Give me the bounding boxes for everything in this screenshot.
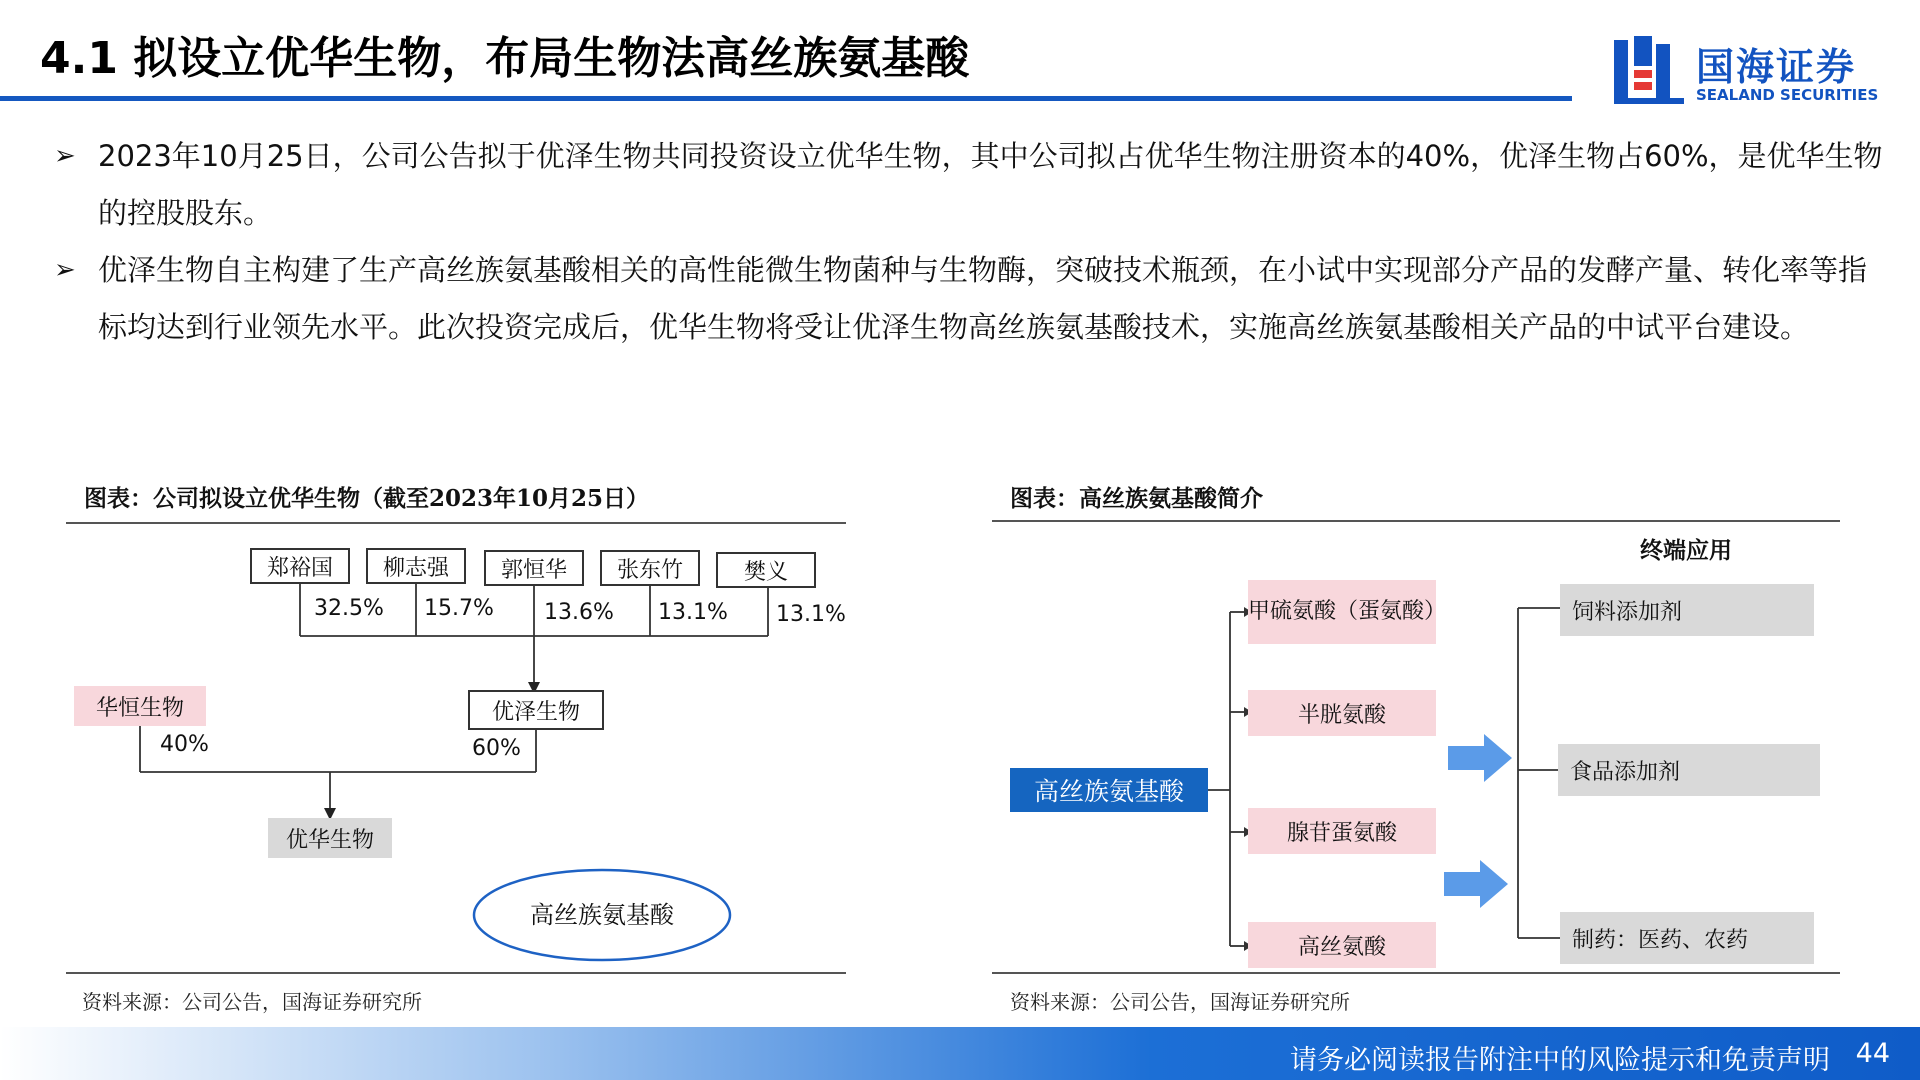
bullet-arrow-icon: ➢ — [54, 141, 76, 171]
end-use-header: 终端应用 — [1640, 537, 1732, 564]
product-box: 半胱氨酸 — [1248, 690, 1436, 736]
shareholder-pct: 13.6% — [544, 600, 614, 625]
product-box: 高丝氨酸 — [1248, 922, 1436, 968]
ellipse-label: 高丝族氨基酸 — [530, 901, 674, 929]
bullet-text: 优泽生物自主构建了生产高丝族氨基酸相关的高性能微生物菌种与生物酶，突破技术瓶颈，在小试中实现部分产品的发酵产量、转化率等指标均达到行业领先水平。此次投资完成后，优华生物将受让优泽生物高丝族氨基酸技术，实施高丝族氨基酸相关产品的中试平台建设。 — [98, 253, 1868, 344]
shareholder-box: 樊义 — [716, 552, 816, 588]
left-figure-title: 图表：公司拟设立优华生物（截至2023年10月25日） — [84, 485, 650, 512]
right-figure-bottom-rule — [992, 972, 1840, 974]
right-arrow-icon — [1444, 860, 1508, 908]
youze-pct: 60% — [472, 736, 521, 761]
shareholder-box: 郑裕国 — [250, 548, 350, 584]
shareholder-pct: 13.1% — [658, 600, 728, 625]
page-title: 4.1 拟设立优华生物，布局生物法高丝族氨基酸 — [40, 33, 970, 84]
right-figure-source: 资料来源：公司公告，国海证券研究所 — [1010, 990, 1350, 1014]
shareholder-box: 郭恒华 — [484, 550, 584, 586]
shareholder-box: 柳志强 — [366, 548, 466, 584]
huaheng-pct: 40% — [160, 732, 209, 757]
bullet-text: 2023年10月25日，公司公告拟于优泽生物共同投资设立优华生物，其中公司拟占优华生物注册资本的40%，优泽生物占60%，是优华生物的控股股东。 — [98, 139, 1883, 230]
application-box: 制药：医药、农药 — [1560, 912, 1814, 964]
application-box: 饲料添加剂 — [1560, 584, 1814, 636]
product-box: 甲硫氨酸（蛋氨酸） — [1248, 580, 1436, 644]
brand-name-cn: 国海证券 — [1696, 45, 1857, 89]
youze-box: 优泽生物 — [468, 690, 604, 730]
youhua-box: 优华生物 — [268, 818, 392, 858]
right-figure-title: 图表：高丝族氨基酸简介 — [1010, 485, 1263, 512]
shareholder-pct: 32.5% — [314, 596, 384, 621]
shareholder-pct: 15.7% — [424, 596, 494, 621]
footer-disclaimer: 请务必阅读报告附注中的风险提示和免责声明 — [1290, 1045, 1830, 1076]
right-arrow-icon — [1448, 734, 1512, 782]
application-box: 食品添加剂 — [1558, 744, 1820, 796]
shareholder-box: 张东竹 — [600, 550, 700, 586]
bullet-arrow-icon: ➢ — [54, 255, 76, 285]
shareholder-pct: 13.1% — [776, 602, 846, 627]
brand-name-en: SEALAND SECURITIES — [1696, 86, 1879, 104]
product-box: 腺苷蛋氨酸 — [1248, 808, 1436, 854]
huaheng-box: 华恒生物 — [74, 686, 206, 726]
left-figure-source: 资料来源：公司公告，国海证券研究所 — [82, 990, 422, 1014]
root-box: 高丝族氨基酸 — [1010, 768, 1208, 812]
page-number: 44 — [1855, 1038, 1890, 1069]
